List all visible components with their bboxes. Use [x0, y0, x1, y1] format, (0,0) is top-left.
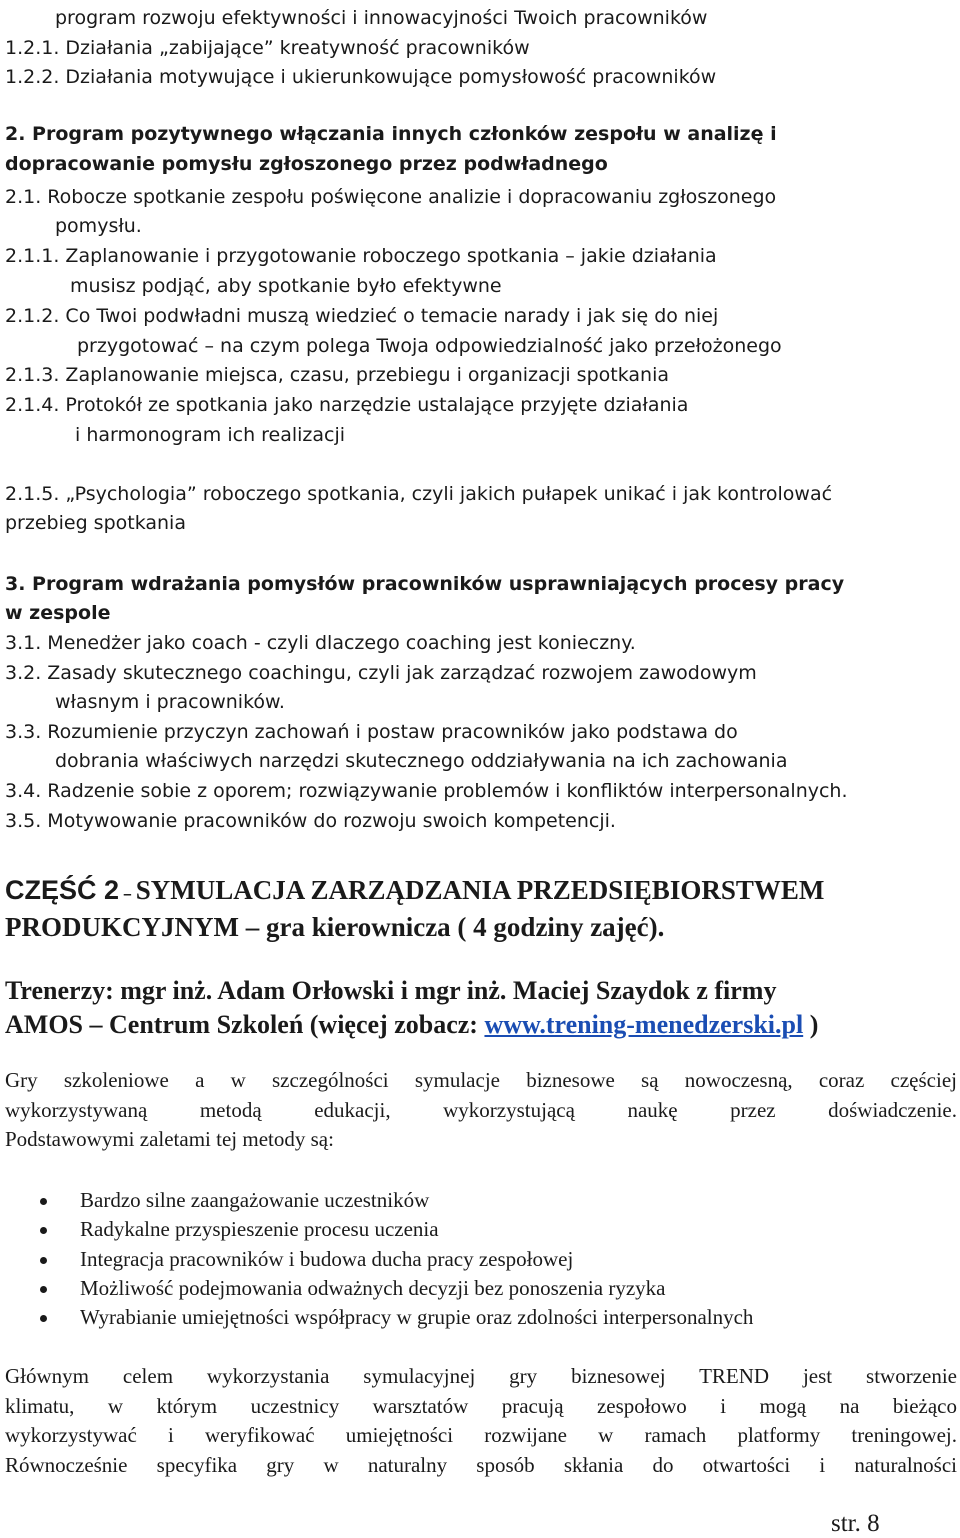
page-number: str. 8	[831, 1510, 880, 1537]
list-item	[0, 1215, 753, 1244]
outline-item-2-1: 2.1. Robocze spotkanie zespołu poświęcone analizie i dopracowaniu zgłoszonego	[5, 186, 777, 208]
outline-item-3-2: 3.2. Zasady skutecznego coachingu, czyli jak zarządzać rozwojem zawodowym	[5, 662, 757, 684]
list-item-text: Możliwość podejmowania odważnych decyzji bez ponoszenia ryzyka	[80, 1275, 666, 1300]
list-item	[0, 1186, 753, 1215]
section-3-heading: 3. Program wdrażania pomysłów pracowników usprawniających procesy pracy	[5, 573, 845, 595]
outline-item-2-1-1-cont: musisz podjąć, aby spotkanie było efektywne	[70, 275, 502, 297]
trainers-line-cont	[5, 1008, 818, 1041]
section-2-heading-cont: dopracowanie pomysłu zgłoszonego przez podwładnego	[5, 153, 608, 175]
intro-line: Podstawowymi zaletami tej metody są:	[5, 1127, 334, 1151]
list-item	[0, 1245, 753, 1274]
list-item-text: Integracja pracowników i budowa ducha pracy zespołowej	[80, 1246, 574, 1271]
bullet-icon	[40, 1198, 47, 1205]
outline-line: program rozwoju efektywności i innowacyjności Twoich pracowników	[55, 7, 708, 29]
outline-item-3-5: 3.5. Motywowanie pracowników do rozwoju swoich kompetencji.	[5, 810, 616, 832]
part-2-dash: –	[119, 886, 136, 903]
intro-line: wykorzystywaną metodą edukacji, wykorzystującą naukę przez doświadczenie.	[5, 1097, 957, 1122]
outline-item-3-3-cont: dobrania właściwych narzędzi skutecznego oddziaływania na ich zachowania	[55, 750, 788, 772]
section-2-heading: 2. Program pozytywnego włączania innych członków zespołu w analizę i	[5, 123, 777, 145]
goal-line: klimatu, w którym uczestnicy warsztatów pracują zespołowo i mogą na bieżąco	[5, 1393, 957, 1418]
goal-line: wykorzystywać i weryfikować umiejętności rozwijane w ramach platformy treningowej.	[5, 1423, 957, 1447]
outline-item-1-2-2: 1.2.2. Działania motywujące i ukierunkowujące pomysłowość pracowników	[5, 66, 717, 88]
outline-item-2-1-5: 2.1.5. „Psychologia” roboczego spotkania, czyli jakich pułapek unikać i jak kontrolować	[5, 483, 833, 505]
outline-item-2-1-4-cont: i harmonogram ich realizacji	[75, 424, 346, 446]
outline-item-3-3: 3.3. Rozumienie przyczyn zachowań i postaw pracowników jako podstawa do	[5, 721, 738, 743]
trainers-closing: )	[803, 1010, 819, 1039]
trainers-line: Trenerzy: mgr inż. Adam Orłowski i mgr inż. Maciej Szaydok z firmy	[5, 976, 777, 1005]
outline-item-3-4: 3.4. Radzenie sobie z oporem; rozwiązywanie problemów i konfliktów interpersonalnych.	[5, 780, 848, 802]
section-3-heading-cont: w zespole	[5, 602, 111, 624]
part-2-heading	[5, 873, 824, 912]
outline-item-2-1-2-cont: przygotować – na czym polega Twoja odpowiedzialność jako przełożonego	[77, 335, 782, 357]
list-item	[0, 1303, 753, 1332]
bullet-icon	[40, 1315, 47, 1322]
trainers-company: AMOS – Centrum Szkoleń (więcej zobacz:	[5, 1010, 485, 1039]
outline-item-2-1-4: 2.1.4. Protokół ze spotkania jako narzędzie ustalające przyjęte działania	[5, 394, 689, 416]
part-2-prefix: CZĘŚĆ 2	[5, 875, 120, 905]
bullet-icon	[40, 1257, 47, 1264]
goal-paragraph	[5, 1362, 957, 1480]
outline-item-3-2-cont: własnym i pracowników.	[55, 691, 285, 713]
benefits-list	[0, 1186, 753, 1332]
list-item-text: Bardzo silne zaangażowanie uczestników	[80, 1188, 430, 1212]
part-2-title-cont: PRODUKCYJNYM – gra kierownicza ( 4 godziny zajęć).	[5, 912, 665, 942]
list-item	[0, 1274, 753, 1303]
goal-line: Głównym celem wykorzystania symulacyjnej gry biznesowej TREND jest stworzenie	[5, 1364, 957, 1388]
outline-item-1-2-1: 1.2.1. Działania „zabijające” kreatywność pracowników	[5, 37, 530, 59]
outline-item-2-1-1: 2.1.1. Zaplanowanie i przygotowanie roboczego spotkania – jakie działania	[5, 245, 717, 267]
list-item-text: Radykalne przyspieszenie procesu uczenia	[80, 1217, 439, 1242]
intro-paragraph	[5, 1066, 957, 1155]
part-2-title: SYMULACJA ZARZĄDZANIA PRZEDSIĘBIORSTWEM	[135, 875, 825, 905]
goal-line: Równocześnie specyfika gry w naturalny sposób skłania do otwartości i naturalności	[5, 1452, 957, 1477]
intro-line: Gry szkoleniowe a w szczególności symulacje biznesowe są nowoczesną, coraz częściej	[5, 1068, 957, 1092]
bullet-icon	[40, 1227, 47, 1234]
bullet-icon	[40, 1286, 47, 1293]
outline-item-3-1: 3.1. Menedżer jako coach - czyli dlaczego coaching jest konieczny.	[5, 632, 636, 654]
outline-item-2-1-5-cont: przebieg spotkania	[5, 512, 186, 534]
outline-item-2-1-3: 2.1.3. Zaplanowanie miejsca, czasu, przebiegu i organizacji spotkania	[5, 364, 669, 386]
outline-item-2-1-2: 2.1.2. Co Twoi podwładni muszą wiedzieć o temacie narady i jak się do niej	[5, 305, 719, 327]
list-item-text: Wyrabianie umiejętności współpracy w grupie oraz zdolności interpersonalnych	[80, 1305, 754, 1330]
outline-item-2-1-cont: pomysłu.	[55, 215, 142, 237]
website-link[interactable]: www.trening-menedzerski.pl	[484, 1010, 804, 1039]
